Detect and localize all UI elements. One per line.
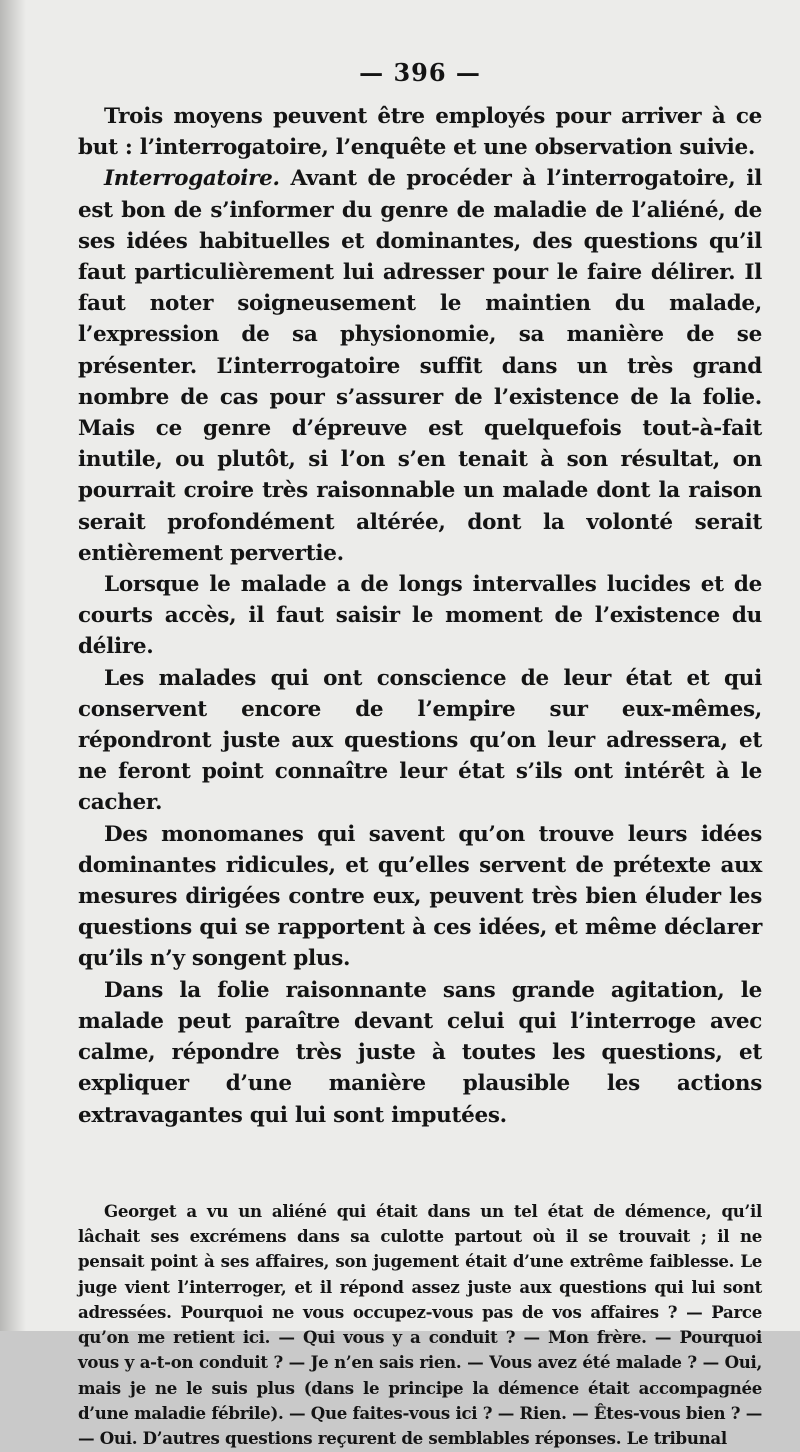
- paragraph: Les malades qui ont conscience de leur état et qui conservent encore de l’empire sur eux-mêmes, répondront juste aux questions qu’on leur adressera, et ne feront point connaître leur état s’ils ont intérêt à le cacher.: [78, 665, 762, 816]
- paragraph: Trois moyens peuvent être employés pour arriver à ce but : l’interrogatoire, l’enquête et une observation suivie.: [78, 104, 762, 161]
- main-text: [78, 101, 762, 1131]
- paragraph: Lorsque le malade a de longs intervalles lucides et de courts accès, il faut saisir le moment de l’existence du délire.: [78, 572, 762, 660]
- paragraph: Dans la folie raisonnante sans grande agitation, le malade peut paraître devant celui qui l’interroge avec calme, répondre très juste à toutes les questions, et expliquer d’une manière plausible les actions extravagantes qui lui sont imputées.: [78, 977, 762, 1128]
- paragraph: Des monomanes qui savent qu’on trouve leurs idées dominantes ridicules, et qu’elles servent de prétexte aux mesures dirigées contre eux, peuvent très bien éluder les questions qui se rapportent à ces idées, et même déclarer qu’ils n’y songent plus.: [78, 821, 762, 972]
- paragraph: Interrogatoire. Avant de procéder à l’interrogatoire, il est bon de s’informer du genre de maladie de l’aliéné, de ses idées habituelles et dominantes, des questions qu’il faut particulièrement lui adresser pour le faire délirer. Il faut noter soigneusement le maintien du malade, l’expression de sa physionomie, sa manière de se présenter. L’interrogatoire suffit dans un très grand nombre de cas pour s’assurer de l’existence de la folie. Mais ce genre d’épreuve est quelquefois tout-à-fait inutile, ou plutôt, si l’on s’en tenait à son résultat, on pourrait croire très raisonnable un malade dont la raison serait profondément altérée, dont la volonté serait entièrement pervertie.: [78, 166, 762, 566]
- section-heading: Interrogatoire.: [104, 166, 280, 192]
- footnote-text: Georget a vu un aliéné qui était dans un tel état de démence, qu’il lâchait ses excrémens dans sa culotte partout où il se trouvait ; il ne pensait point à ses affaires, son jugement était d’une extrême faiblesse. Le juge vient l’interroger, et il répond assez juste aux questions qui lui sont adressées. Pourquoi ne vous occupez-vous pas de vos affaires ? — Parce qu’on me retient ici. — Qui vous y a conduit ? — Mon frère. — Pourquoi vous y a-t-on conduit ? — Je n’en sais rien. — Vous avez été malade ? — Oui, mais je ne le suis plus (dans le principe la démence était accompagnée d’une maladie fébrile). — Que faites-vous ici ? — Rien. — Êtes-vous bien ? — — Oui. D’autres questions reçurent de semblables réponses. Le tribunal: [78, 1200, 762, 1449]
- footnote: [78, 1199, 762, 1452]
- page-number: — 396 —: [359, 58, 481, 87]
